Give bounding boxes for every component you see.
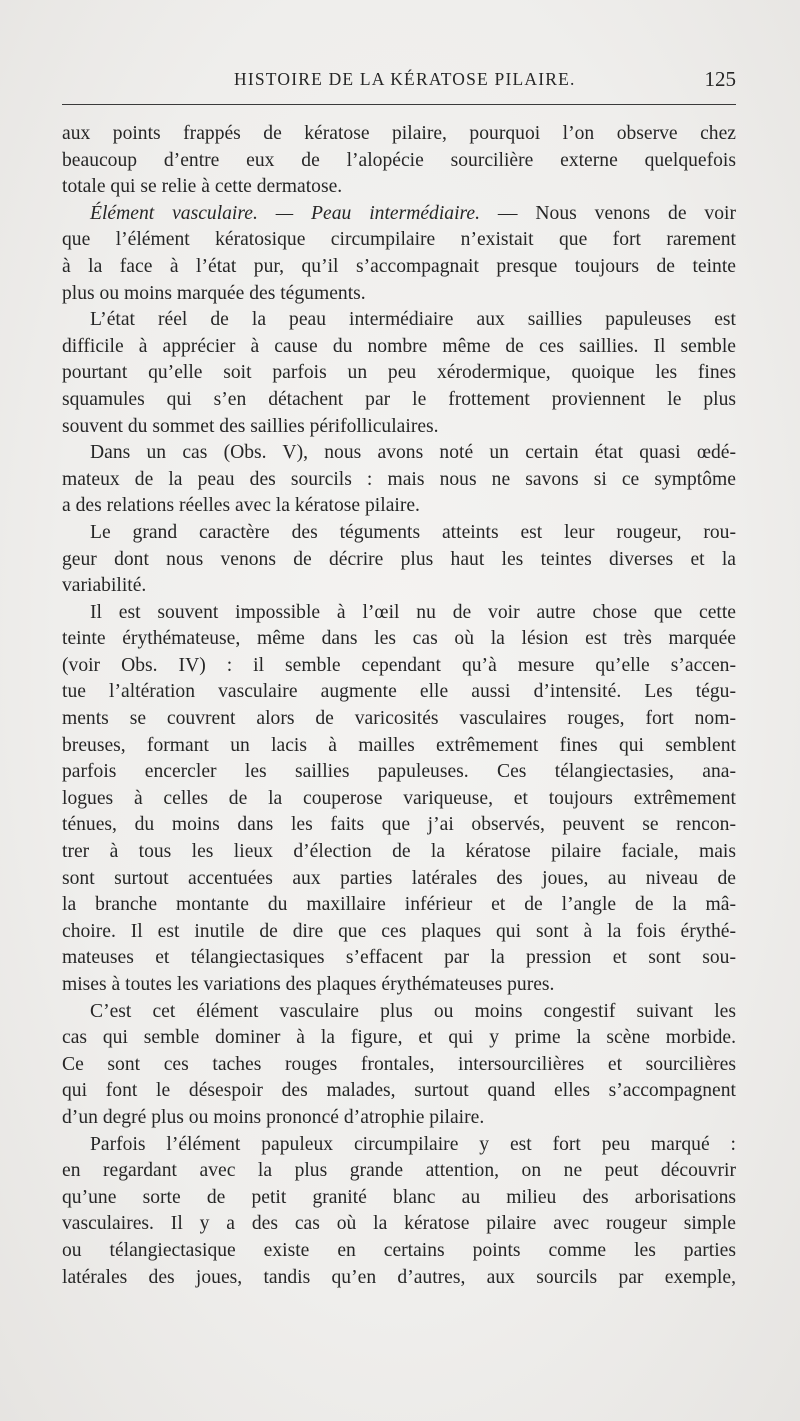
text-line: [62, 254, 736, 281]
text-line: [62, 759, 736, 786]
text-run: qui font le désespoir des malades, surtout quand elles s’accompagnent: [62, 1080, 736, 1102]
text-run: en regardant avec la plus grande attention, on ne peut découvrir: [62, 1160, 736, 1182]
body-text: [62, 121, 736, 1291]
text-line: [62, 945, 736, 972]
text-line: [62, 547, 736, 574]
text-line: [62, 1105, 736, 1132]
text-line: [62, 467, 736, 494]
text-run: a des relations réelles avec la kératose pilaire.: [62, 495, 420, 517]
text-run: geur dont nous venons de décrire plus haut les teintes diverses et la: [62, 548, 736, 570]
text-run: variabilité.: [62, 575, 147, 597]
header-rule: [62, 104, 736, 105]
text-line: [62, 812, 736, 839]
text-run: (voir Obs. IV) : il semble cependant qu’à mesure qu’elle s’accen-: [62, 654, 736, 676]
text-line: [62, 121, 736, 148]
text-run: vasculaires. Il y a des cas où la kératose pilaire avec rougeur simple: [62, 1213, 736, 1235]
text-run: Dans un cas (Obs. V), nous avons noté un certain état quasi œdé-: [90, 442, 736, 464]
text-run: — Nous venons de voir: [480, 202, 736, 224]
text-line: [62, 1052, 736, 1079]
text-line: [62, 1025, 736, 1052]
text-run: d’un degré plus ou moins prononcé d’atrophie pilaire.: [62, 1106, 485, 1128]
running-title: HISTOIRE DE LA KÉRATOSE PILAIRE.: [234, 69, 576, 89]
text-run: pourtant qu’elle soit parfois un peu xérodermique, quoique les fines: [62, 362, 736, 384]
text-run: ou télangiectasique existe en certains points comme les parties: [62, 1239, 736, 1261]
text-run: ténues, du moins dans les faits que j’ai observés, peuvent se rencon-: [62, 814, 736, 836]
text-line: [62, 892, 736, 919]
text-line: [62, 1078, 736, 1105]
text-line: [62, 334, 736, 361]
text-line: [62, 520, 736, 547]
text-line: [62, 1211, 736, 1238]
text-run: beaucoup d’entre eux de l’alopécie sourcilière externe quelquefois: [62, 149, 736, 171]
text-run: cas qui semble dominer à la figure, et qui y prime la scène morbide.: [62, 1027, 736, 1049]
text-line: [62, 201, 736, 228]
text-line: [62, 679, 736, 706]
text-run: que l’élément kératosique circumpilaire n’existait que fort rarement: [62, 229, 736, 251]
text-run: trer à tous les lieux d’élection de la kératose pilaire faciale, mais: [62, 841, 736, 863]
text-run: tue l’altération vasculaire augmente elle aussi d’intensité. Les tégu-: [62, 681, 736, 703]
page-header: [62, 66, 736, 96]
text-line: [62, 174, 736, 201]
text-run: difficile à apprécier à cause du nombre même de ces saillies. Il semble: [62, 335, 736, 357]
text-run: logues à celles de la couperose variqueuse, et toujours extrêmement: [62, 787, 736, 809]
text-line: [62, 600, 736, 627]
text-line: [62, 414, 736, 441]
text-run: mises à toutes les variations des plaques érythémateuses pures.: [62, 974, 555, 995]
text-run: C’est cet élément vasculaire plus ou moins congestif suivant les: [90, 1000, 736, 1022]
text-run: plus ou moins marquée des téguments.: [62, 282, 366, 304]
text-line: [62, 1158, 736, 1185]
text-line: [62, 839, 736, 866]
text-run: totale qui se relie à cette dermatose.: [62, 176, 343, 198]
text-run: Le grand caractère des téguments atteints est leur rougeur, rou-: [90, 521, 736, 543]
text-line: [62, 1238, 736, 1265]
text-line: [62, 626, 736, 653]
text-run: Parfois l’élément papuleux circumpilaire y est fort peu marqué :: [90, 1133, 736, 1155]
text-line: [62, 281, 736, 308]
text-line: [62, 148, 736, 175]
text-run: squamules qui s’en détachent par le frottement proviennent le plus: [62, 388, 736, 410]
text-run: Il est souvent impossible à l’œil nu de voir autre chose que cette: [90, 601, 736, 623]
text-line: [62, 786, 736, 813]
text-run: breuses, formant un lacis à mailles extrêmement fines qui semblent: [62, 734, 736, 756]
text-run: la branche montante du maxillaire inférieur et de l’angle de la mâ-: [62, 894, 736, 916]
text-line: [62, 360, 736, 387]
text-run: L’état réel de la peau intermédiaire aux saillies papuleuses est: [90, 309, 736, 331]
text-run: souvent du sommet des saillies périfolliculaires.: [62, 415, 439, 437]
text-line: [62, 1132, 736, 1159]
text-run: à la face à l’état pur, qu’il s’accompagnait presque toujours de teinte: [62, 255, 736, 277]
text-line: [62, 733, 736, 760]
text-line: [62, 387, 736, 414]
text-line: [62, 227, 736, 254]
text-run: mateux de la peau des sourcils : mais nous ne savons si ce symptôme: [62, 468, 736, 490]
text-run: aux points frappés de kératose pilaire, pourquoi l’on observe chez: [62, 123, 736, 144]
text-line: [62, 919, 736, 946]
text-run: teinte érythémateuse, même dans les cas où la lésion est très marquée: [62, 628, 736, 650]
text-run: Ce sont ces taches rouges frontales, intersourcilières et sourcilières: [62, 1053, 736, 1075]
text-line: [62, 1265, 736, 1292]
text-run: parfois encercler les saillies papuleuses. Ces télangiectasies, ana-: [62, 761, 736, 783]
text-line: [62, 573, 736, 600]
text-line: [62, 653, 736, 680]
text-line: [62, 866, 736, 893]
text-line: [62, 440, 736, 467]
text-run: mateuses et télangiectasiques s’effacent par la pression et sont sou-: [62, 947, 736, 969]
text-run: ments se couvrent alors de varicosités vasculaires rouges, fort nom-: [62, 708, 736, 730]
text-line: [62, 999, 736, 1026]
text-line: [62, 1185, 736, 1212]
text-line: [62, 493, 736, 520]
text-line: [62, 706, 736, 733]
italic-run: Élément vasculaire. — Peau intermédiaire.: [90, 202, 481, 224]
text-line: [62, 972, 736, 999]
text-run: choire. Il est inutile de dire que ces plaques qui sont à la fois érythé-: [62, 920, 736, 942]
text-run: latérales des joues, tandis qu’en d’autres, aux sourcils par exemple,: [62, 1266, 736, 1288]
text-line: [62, 307, 736, 334]
page-number: 125: [704, 67, 736, 91]
text-run: qu’une sorte de petit granité blanc au milieu des arborisations: [62, 1186, 736, 1208]
text-run: sont surtout accentuées aux parties latérales des joues, au niveau de: [62, 867, 736, 889]
